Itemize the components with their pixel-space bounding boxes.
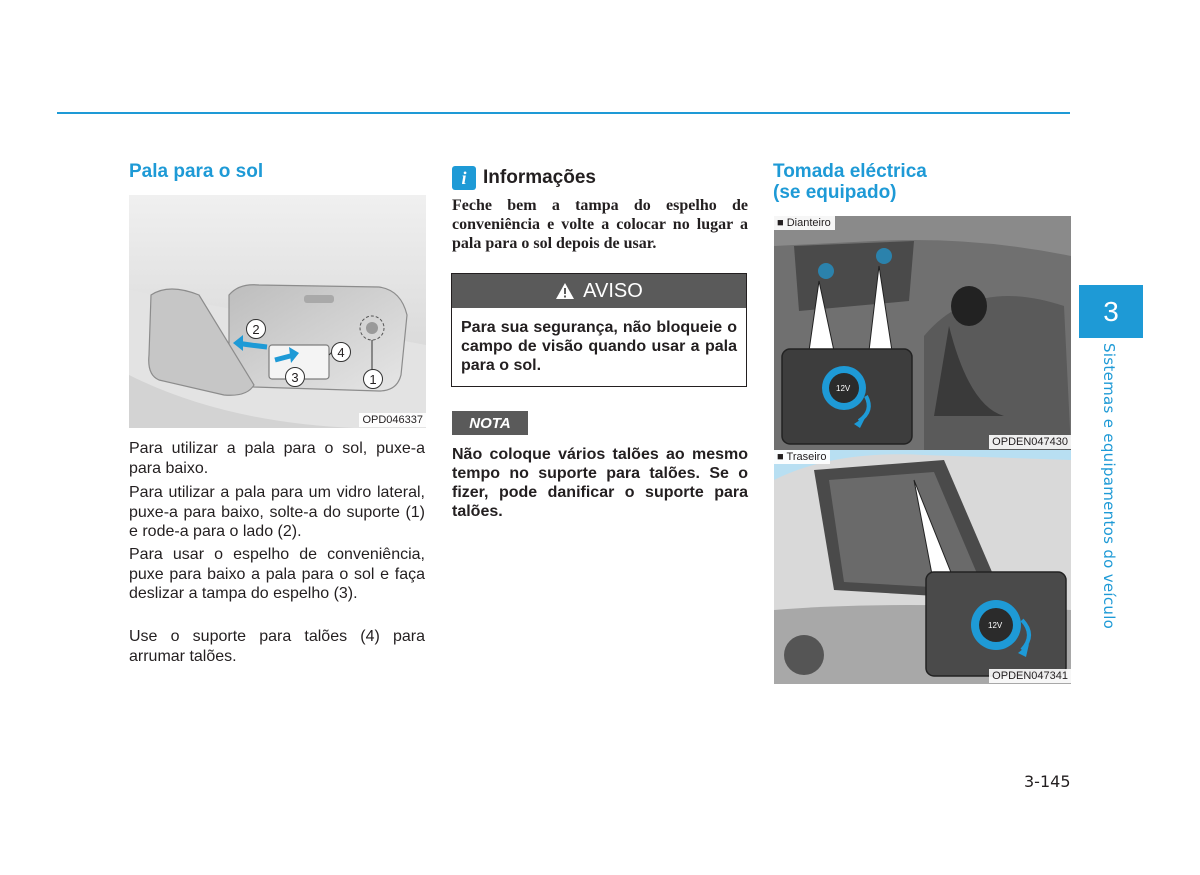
sun-visor-drawing bbox=[129, 195, 426, 428]
callout-3: 3 bbox=[285, 367, 305, 387]
power-outlet-heading bbox=[773, 161, 1053, 203]
rear-label: ■ Traseiro bbox=[774, 450, 830, 464]
power-outlet-subtitle: (se equipado) bbox=[773, 182, 897, 203]
chapter-title: Sistemas e equipamentos do veículo bbox=[1100, 343, 1118, 630]
power-outlet-title: Tomada eléctrica bbox=[773, 161, 927, 182]
rear-figure-code: OPDEN047341 bbox=[989, 669, 1071, 683]
rear-socket-label: 12V bbox=[988, 621, 1003, 630]
top-divider bbox=[57, 112, 1070, 114]
warning-triangle-icon bbox=[555, 282, 575, 300]
chapter-tab: 3 bbox=[1079, 285, 1143, 338]
rear-outlet-drawing bbox=[774, 450, 1071, 684]
front-outlet-illustration bbox=[774, 216, 1071, 450]
page-number: 3-145 bbox=[1024, 772, 1071, 791]
info-heading bbox=[452, 166, 596, 190]
callout-1: 1 bbox=[363, 369, 383, 389]
note-badge: NOTA bbox=[452, 411, 528, 435]
figure-code: OPD046337 bbox=[359, 413, 426, 427]
sun-visor-paragraph-3: Para usar o espelho de conveniência, puxe para baixo a pala para o sol e faça deslizar a tampa do espelho (3). bbox=[129, 546, 425, 602]
front-outlet-drawing bbox=[774, 216, 1071, 450]
sun-visor-heading: Pala para o sol bbox=[129, 161, 264, 182]
front-label: ■ Dianteiro bbox=[774, 216, 835, 230]
info-text: Feche bem a tampa do espelho de conveniência e volte a colocar no lugar a pala para o sol depois de usar. bbox=[452, 197, 748, 252]
sun-visor-paragraph-2: Para utilizar a pala para um vidro lateral, puxe-a para baixo, solte-a do suporte (1) e rode-a para o lado (2). bbox=[129, 484, 425, 540]
note-text: Não coloque vários talões ao mesmo tempo no suporte para talões. Se o fizer, pode danificar o suporte para talões. bbox=[452, 446, 748, 520]
warning-title: AVISO bbox=[583, 279, 643, 302]
warning-text: Para sua segurança, não bloqueie o campo de visão quando usar a pala para o sol. bbox=[461, 319, 737, 374]
sun-visor-illustration bbox=[129, 195, 426, 428]
sun-visor-paragraph-4: Use o suporte para talões (4) para arrumar talões. bbox=[129, 628, 425, 665]
front-socket-label: 12V bbox=[836, 384, 851, 393]
callout-4: 4 bbox=[331, 342, 351, 362]
warning-box bbox=[451, 273, 747, 387]
warning-header bbox=[452, 274, 746, 308]
rear-outlet-illustration bbox=[774, 450, 1071, 684]
callout-2: 2 bbox=[246, 319, 266, 339]
front-figure-code: OPDEN047430 bbox=[989, 435, 1071, 449]
sun-visor-paragraph-1: Para utilizar a pala para o sol, puxe-a para baixo. bbox=[129, 440, 425, 477]
info-icon: i bbox=[452, 166, 476, 190]
info-title: Informações bbox=[483, 167, 596, 188]
